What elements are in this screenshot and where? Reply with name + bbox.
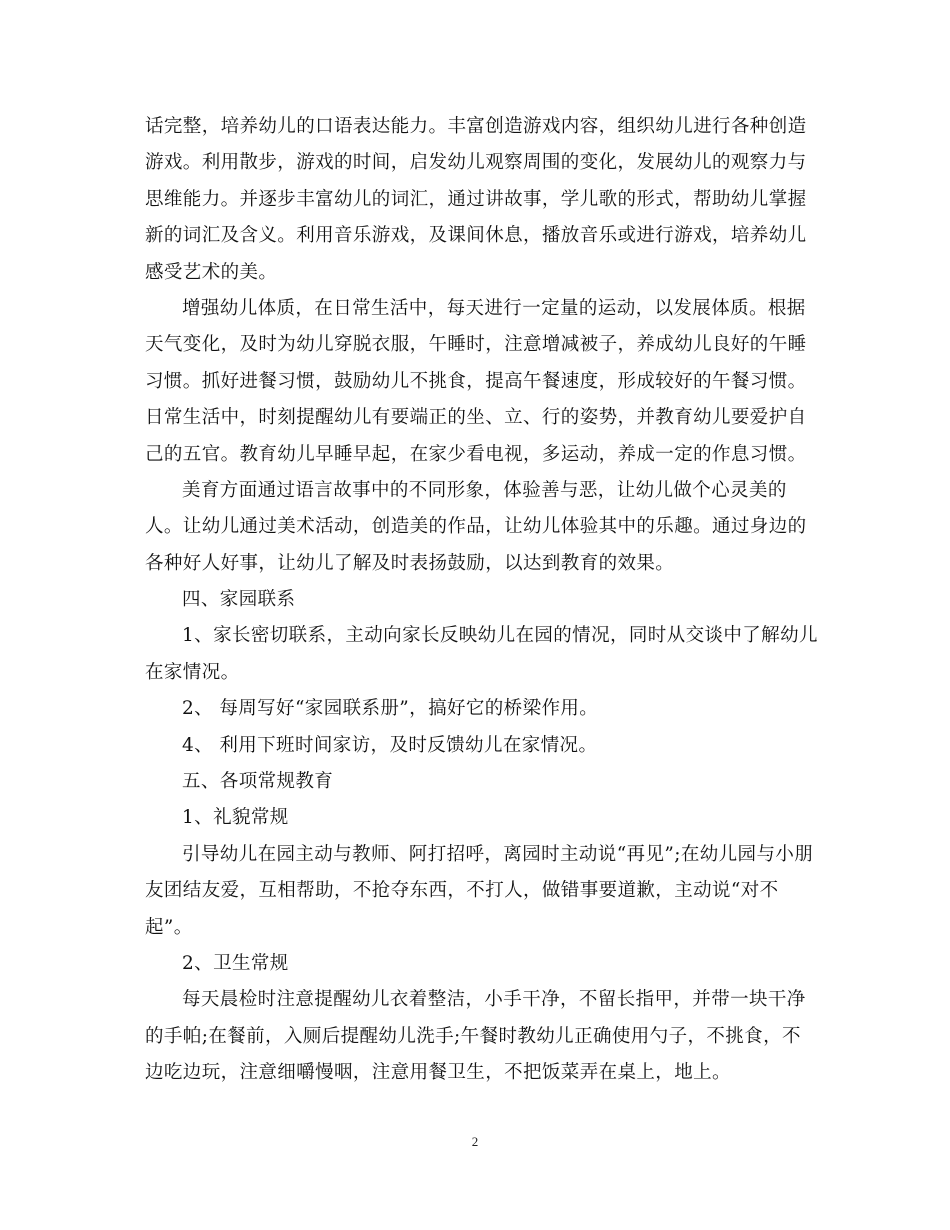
text-line: 思维能力。并逐步丰富幼儿的词汇，通过讲故事，学儿歌的形式，帮助幼儿掌握 (145, 188, 807, 210)
list-item-line: 4、 利用下班时间家访，及时反馈幼儿在家情况。 (182, 734, 598, 756)
text-line: 友团结友爱，互相帮助，不抢夺东西，不打人，做错事要道歉，主动说“对不 (145, 880, 779, 902)
text-line: 天气变化，及时为幼儿穿脱衣服，午睡时，注意增减被子，养成幼儿良好的午睡 (145, 334, 807, 356)
section-heading: 四、家园联系 (182, 589, 296, 611)
subsection-heading: 1、礼貌常规 (182, 807, 289, 829)
text-line: 日常生活中，时刻提醒幼儿有要端正的坐、立、行的姿势，并教育幼儿要爱护自 (145, 407, 807, 429)
text-line: 游戏。利用散步，游戏的时间，启发幼儿观察周围的变化，发展幼儿的观察力与 (145, 152, 807, 174)
list-item-line: 2、 每周写好“家园联系册”，搞好它的桥梁作用。 (182, 698, 599, 720)
text-line: 人。让幼儿通过美术活动，创造美的作品，让幼儿体验其中的乐趣。通过身边的 (145, 516, 807, 538)
paragraph-start-line: 美育方面通过语言故事中的不同形象，体验善与恶，让幼儿做个心灵美的 (182, 479, 787, 501)
text-line: 在家情况。 (145, 661, 240, 683)
text-line: 边吃边玩，注意细嚼慢咽，注意用餐卫生，不把饭菜弄在桌上，地上。 (145, 1062, 731, 1084)
text-line: 新的词汇及含义。利用音乐游戏，及课间休息，播放音乐或进行游戏，培养幼儿 (145, 225, 807, 247)
list-item-line: 1、家长密切联系，主动向家长反映幼儿在园的情况，同时从交谈中了解幼儿 (182, 625, 818, 647)
paragraph-start-line: 增强幼儿体质，在日常生活中，每天进行一定量的运动，以发展体质。根据 (182, 297, 806, 319)
body-text (145, 109, 818, 1092)
text-line: 起”。 (145, 916, 193, 938)
text-line: 话完整，培养幼儿的口语表达能力。丰富创造游戏内容，组织幼儿进行各种创造 (145, 116, 807, 137)
text-line: 各种好人好事，让幼儿了解及时表扬鼓励，以达到教育的效果。 (145, 552, 675, 574)
paragraph-start-line: 引导幼儿在园主动与教师、阿打招呼，离园时主动说“再见”;在幼儿园与小朋 (182, 843, 814, 865)
text-line: 习惯。抓好进餐习惯，鼓励幼儿不挑食，提高午餐速度，形成较好的午餐习惯。 (145, 370, 807, 392)
text-line: 己的五官。教育幼儿早睡早起，在家少看电视，多运动，养成一定的作息习惯。 (145, 443, 807, 465)
text-line: 的手帕;在餐前，入厕后提醒幼儿洗手;午餐时教幼儿正确使用勺子，不挑食，不 (145, 1025, 801, 1047)
page-number: 2 (471, 1134, 479, 1149)
paragraph-start-line: 每天晨检时注意提醒幼儿衣着整洁，小手干净，不留长指甲，并带一块干净 (182, 989, 806, 1011)
text-line: 感受艺术的美。 (145, 261, 278, 283)
section-heading: 五、各项常规教育 (182, 771, 334, 793)
subsection-heading: 2、卫生常规 (182, 952, 289, 974)
